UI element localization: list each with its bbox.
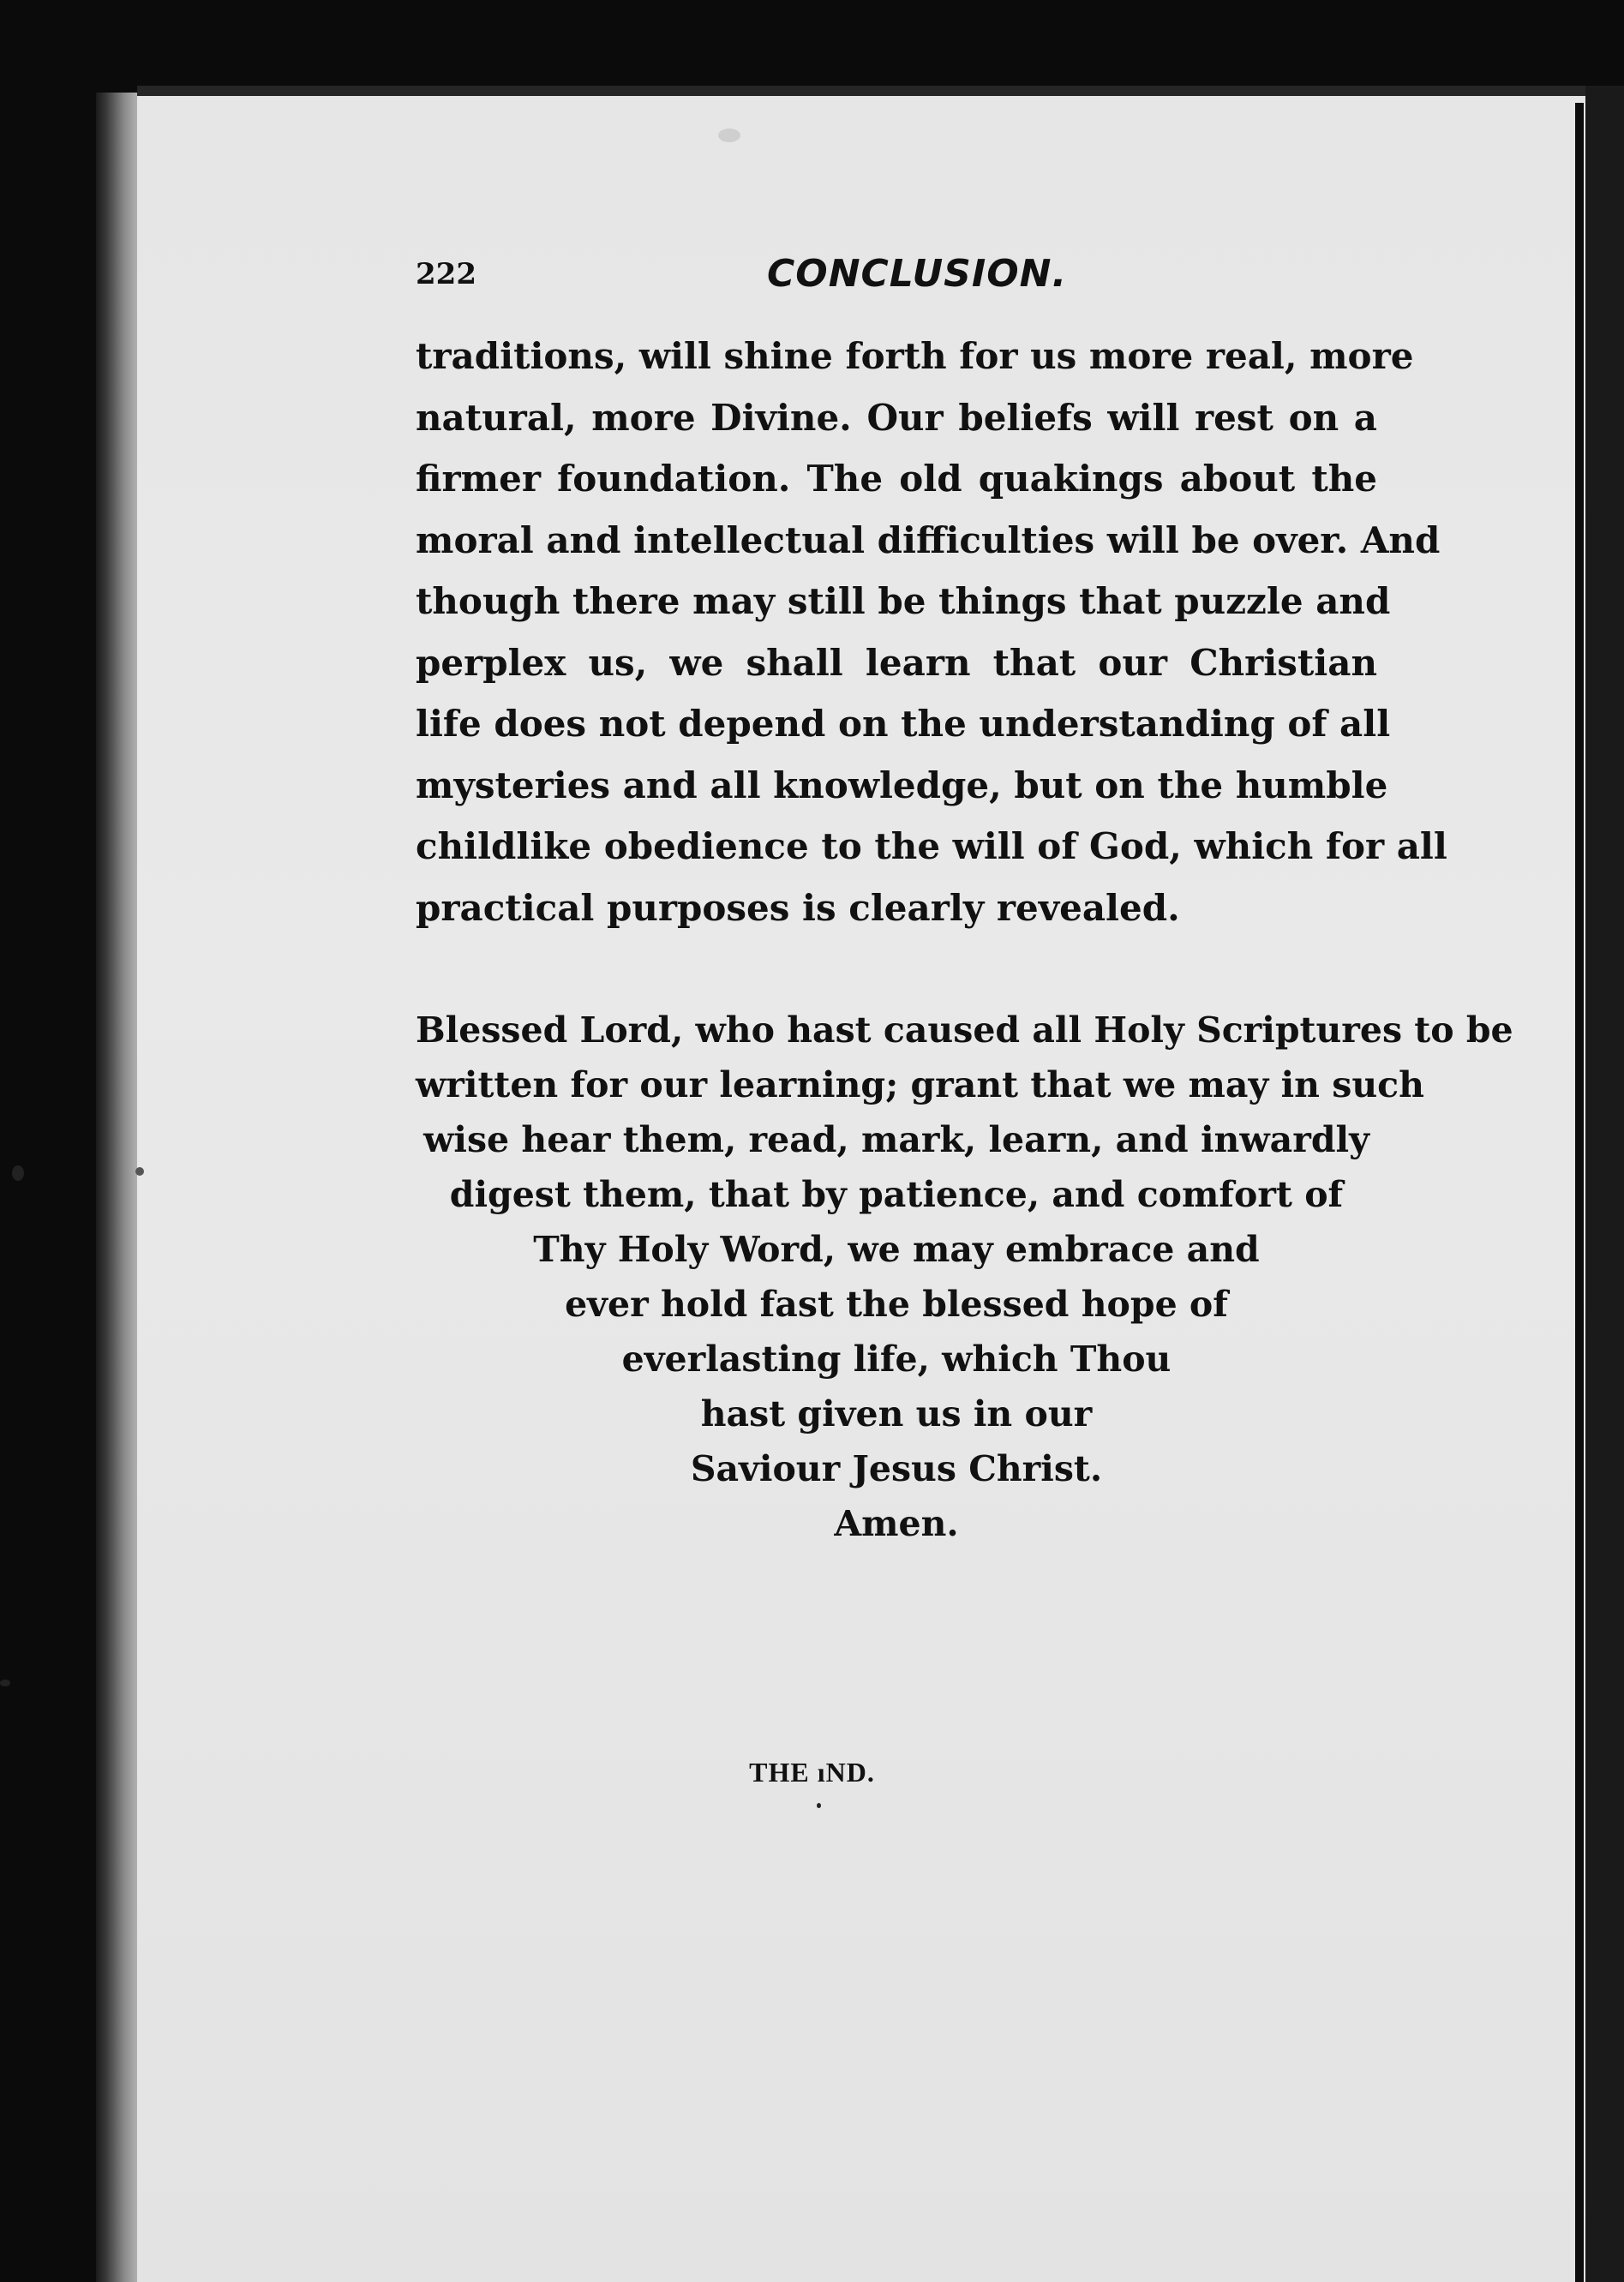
scan-speck bbox=[135, 1167, 144, 1176]
prayer-line: digest them, that by patience, and comfort of bbox=[449, 1174, 1344, 1215]
prayer-line: Saviour Jesus Christ. bbox=[690, 1448, 1103, 1489]
scan-speck bbox=[12, 1165, 24, 1181]
prayer-line: Thy Holy Word, we may embrace and bbox=[533, 1229, 1260, 1270]
body-line: perplex us, we shall learn that our Christian bbox=[416, 641, 1377, 684]
body-paragraph bbox=[416, 326, 1447, 938]
scan-speck bbox=[817, 1803, 821, 1808]
prayer-line: Amen. bbox=[834, 1503, 959, 1544]
running-head: CONCLUSION. bbox=[767, 252, 1068, 296]
body-line: life does not depend on the understanding of all bbox=[416, 703, 1391, 745]
page-number: 222 bbox=[416, 257, 476, 291]
body-line: natural, more Divine. Our beliefs will rest on a bbox=[416, 396, 1377, 439]
the-end-label: THE ıND. bbox=[749, 1757, 875, 1788]
scan-right-margin bbox=[1585, 86, 1624, 2282]
body-line: though there may still be things that puzzle and bbox=[416, 580, 1391, 622]
page-header bbox=[416, 252, 1380, 308]
body-line: firmer foundation. The old quakings about the bbox=[416, 458, 1377, 500]
body-line: practical purposes is clearly revealed. bbox=[416, 886, 1180, 929]
body-line: mysteries and all knowledge, but on the humble bbox=[416, 764, 1388, 806]
scan-speck bbox=[0, 1680, 10, 1686]
page-right-border bbox=[1575, 103, 1584, 2282]
scan-speck bbox=[718, 129, 740, 142]
prayer-line: everlasting life, which Thou bbox=[621, 1339, 1172, 1380]
collect-prayer bbox=[416, 1003, 1513, 1551]
prayer-line: ever hold fast the blessed hope of bbox=[565, 1284, 1228, 1325]
prayer-line: written for our learning; grant that we may in such bbox=[416, 1064, 1424, 1105]
prayer-line: hast given us in our bbox=[700, 1393, 1093, 1434]
body-line: traditions, will shine forth for us more real, more bbox=[416, 335, 1414, 377]
body-line: moral and intellectual difficulties will be over. And bbox=[416, 518, 1441, 561]
prayer-line: wise hear them, read, mark, learn, and inwardly bbox=[423, 1119, 1369, 1160]
body-line: childlike obedience to the will of God, which for all bbox=[416, 825, 1447, 867]
prayer-line: Blessed Lord, who hast caused all Holy Scriptures to be bbox=[416, 1009, 1513, 1051]
